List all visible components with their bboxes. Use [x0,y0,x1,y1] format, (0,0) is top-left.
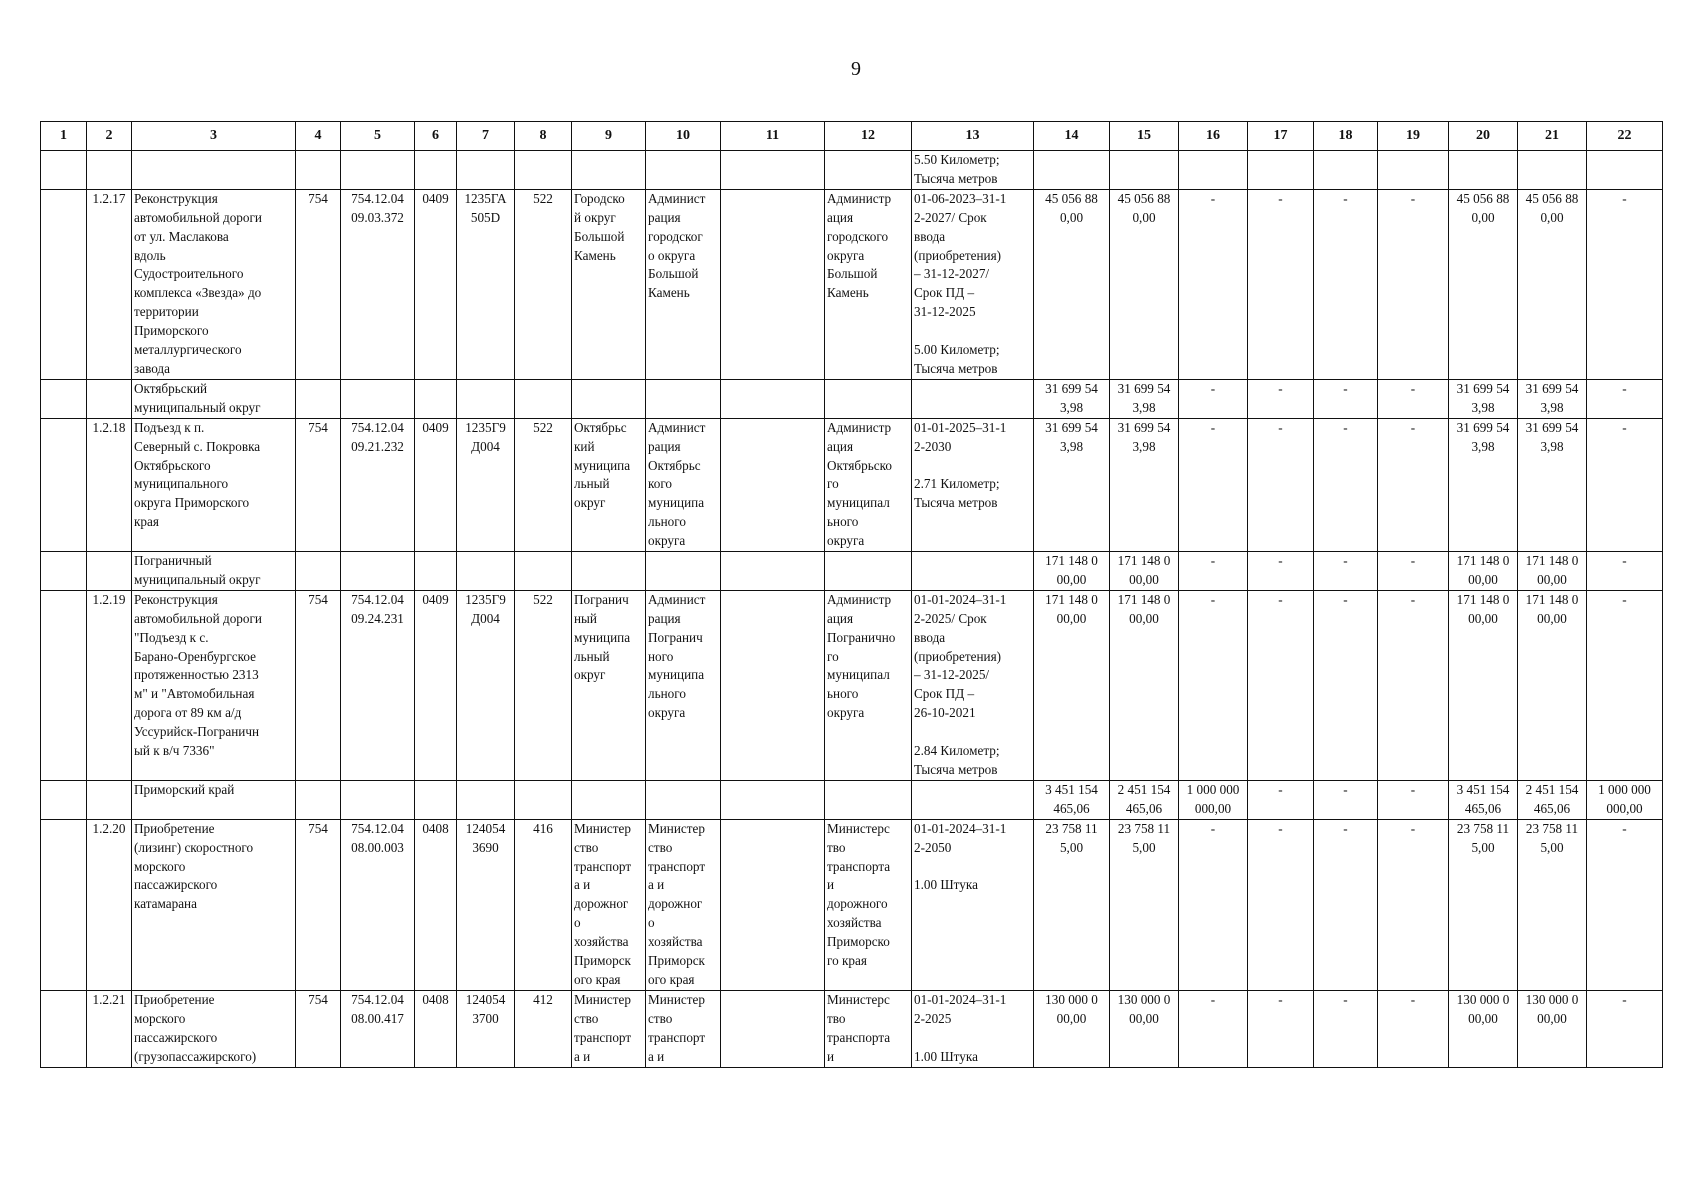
table-cell: - [1378,189,1449,379]
table-cell: Министер ство транспорт а и дорожног о хозяйства Приморск ого края [646,819,721,990]
table-cell: - [1587,990,1663,1067]
table-cell: - [1314,819,1378,990]
column-header: 2 [87,122,132,151]
table-cell: - [1378,780,1449,819]
table-cell: 31 699 54 3,98 [1449,418,1518,551]
table-cell [912,780,1034,819]
table-cell: 754 [296,418,341,551]
table-cell: 45 056 88 0,00 [1110,189,1179,379]
table-cell [1587,151,1663,190]
table-cell: - [1378,590,1449,780]
table-cell [87,780,132,819]
table-cell: 31 699 54 3,98 [1034,379,1110,418]
column-header: 11 [721,122,825,151]
table-cell: 1 000 000 000,00 [1587,780,1663,819]
table-cell [1179,151,1248,190]
table-cell [721,590,825,780]
table-cell [515,379,572,418]
table-cell [721,189,825,379]
table-cell: 754.12.04 09.03.372 [341,189,415,379]
table-cell: Министерс тво транспорта и [825,990,912,1067]
table-cell [515,151,572,190]
table-cell [646,552,721,591]
table-cell [825,780,912,819]
table-cell: Админист рация городског о округа Большой Камень [646,189,721,379]
table-cell: - [1587,418,1663,551]
table-cell [457,151,515,190]
table-cell: Министер ство транспорт а и [572,990,646,1067]
table-cell: 1.2.19 [87,590,132,780]
column-header: 5 [341,122,415,151]
table-cell: 754.12.04 09.24.231 [341,590,415,780]
table-cell: 0409 [415,590,457,780]
table-cell [132,151,296,190]
table-cell [646,379,721,418]
table-cell: 23 758 11 5,00 [1034,819,1110,990]
column-header: 13 [912,122,1034,151]
table-row [41,189,1663,379]
table-cell: Октябрьский муниципальный округ [132,379,296,418]
table-cell [825,379,912,418]
table-cell: 171 148 0 00,00 [1110,552,1179,591]
table-cell: 171 148 0 00,00 [1034,590,1110,780]
column-header: 15 [1110,122,1179,151]
table-cell [1110,151,1179,190]
table-cell [41,990,87,1067]
column-header: 22 [1587,122,1663,151]
table-cell: - [1314,990,1378,1067]
table-cell: 130 000 0 00,00 [1034,990,1110,1067]
table-cell: 522 [515,189,572,379]
table-cell: 412 [515,990,572,1067]
table-cell: Министер ство транспорт а и дорожног о хозяйства Приморск ого края [572,819,646,990]
table-cell: - [1587,590,1663,780]
header-row [41,122,1663,151]
table-cell [41,189,87,379]
table-cell: 754 [296,590,341,780]
table-cell [415,552,457,591]
table-cell: - [1248,590,1314,780]
table-cell: 130 000 0 00,00 [1449,990,1518,1067]
table-cell: 0408 [415,990,457,1067]
table-cell: 754 [296,189,341,379]
column-header: 12 [825,122,912,151]
table-cell: 754 [296,990,341,1067]
table-cell: 2 451 154 465,06 [1110,780,1179,819]
table-cell: 3 451 154 465,06 [1034,780,1110,819]
table-cell: 171 148 0 00,00 [1110,590,1179,780]
table-cell: 01-01-2025–31-1 2-2030 2.71 Километр; Тысяча метров [912,418,1034,551]
table-cell: 1 000 000 000,00 [1179,780,1248,819]
table-cell [572,552,646,591]
table-cell: - [1248,189,1314,379]
table-cell [341,780,415,819]
table-cell: - [1248,780,1314,819]
table-cell: Министер ство транспорт а и [646,990,721,1067]
table-cell [341,379,415,418]
table-cell [1034,151,1110,190]
table-cell: 754 [296,819,341,990]
table-cell [296,151,341,190]
table-cell: 416 [515,819,572,990]
table-cell: 1235ГА 505D [457,189,515,379]
table-row [41,990,1663,1067]
column-header: 8 [515,122,572,151]
table-cell [1518,151,1587,190]
table-cell: - [1378,418,1449,551]
table-cell [41,151,87,190]
table-cell [415,379,457,418]
table-cell: - [1179,418,1248,551]
table-row [41,590,1663,780]
column-header: 14 [1034,122,1110,151]
table-cell [41,552,87,591]
table-cell: 130 000 0 00,00 [1110,990,1179,1067]
table-cell: - [1179,189,1248,379]
table-cell: Приобретение (лизинг) скоростного морского пассажирского катамарана [132,819,296,990]
table-cell [721,552,825,591]
table-cell [1248,151,1314,190]
table-cell: - [1378,379,1449,418]
data-table [40,121,1663,1068]
table-row [41,552,1663,591]
table-cell: - [1378,552,1449,591]
table-cell: 3 451 154 465,06 [1449,780,1518,819]
table-cell: 1.2.17 [87,189,132,379]
column-header: 1 [41,122,87,151]
table-cell: 754.12.04 09.21.232 [341,418,415,551]
table-cell: - [1587,379,1663,418]
column-header: 16 [1179,122,1248,151]
table-cell: Реконструкция автомобильной дороги "Подъезд к с. Барано-Оренбургское протяженностью 2313 м" и "Автомобильная дорога от 89 км а/д Уссурийск-Пограничн ый к в/ч 7336" [132,590,296,780]
table-cell [415,151,457,190]
table-cell [515,780,572,819]
table-cell [87,379,132,418]
column-header: 18 [1314,122,1378,151]
table-cell: Погранич ный муниципа льный округ [572,590,646,780]
column-header: 20 [1449,122,1518,151]
column-header: 21 [1518,122,1587,151]
table-cell: Пограничный муниципальный округ [132,552,296,591]
table-cell [721,819,825,990]
table-cell: 1235Г9 Д004 [457,418,515,551]
table-row [41,819,1663,990]
table-cell [515,552,572,591]
table-cell: - [1587,819,1663,990]
table-cell: 23 758 11 5,00 [1449,819,1518,990]
table-cell: 5.50 Километр; Тысяча метров [912,151,1034,190]
column-header: 7 [457,122,515,151]
table-cell [572,379,646,418]
table-cell: - [1248,418,1314,551]
page-number: 9 [851,58,861,80]
table-cell [721,418,825,551]
table-cell: 45 056 88 0,00 [1449,189,1518,379]
table-cell: 0409 [415,418,457,551]
table-cell [912,379,1034,418]
table-cell: 1235Г9 Д004 [457,590,515,780]
table-cell: 01-01-2024–31-1 2-2050 1.00 Штука [912,819,1034,990]
table-cell [415,780,457,819]
table-cell: 124054 3700 [457,990,515,1067]
table-cell: 01-01-2024–31-1 2-2025 1.00 Штука [912,990,1034,1067]
column-header: 4 [296,122,341,151]
table-cell: Городско й округ Большой Камень [572,189,646,379]
table-cell: 01-01-2024–31-1 2-2025/ Срок ввода (приобретения) – 31-12-2025/ Срок ПД – 26-10-2021 2.84 Километр; Тысяча метров [912,590,1034,780]
table-cell [341,552,415,591]
table-cell: 45 056 88 0,00 [1518,189,1587,379]
table-cell: Админист рация Октябрьс кого муниципа льного округа [646,418,721,551]
table-cell: - [1314,189,1378,379]
table-cell: 31 699 54 3,98 [1518,379,1587,418]
table-cell: - [1179,990,1248,1067]
table-cell: - [1179,552,1248,591]
table-cell: 124054 3690 [457,819,515,990]
table-cell: - [1314,590,1378,780]
table-cell: - [1314,780,1378,819]
table-cell [1314,151,1378,190]
table-cell [572,780,646,819]
table-cell: 171 148 0 00,00 [1034,552,1110,591]
table-cell: 0409 [415,189,457,379]
table-cell: 31 699 54 3,98 [1110,418,1179,551]
table-cell: Подъезд к п. Северный с. Покровка Октябрьского муниципального округа Приморского края [132,418,296,551]
table-cell [646,151,721,190]
table-cell: 31 699 54 3,98 [1518,418,1587,551]
column-header: 19 [1378,122,1449,151]
table-cell: Приморский край [132,780,296,819]
table-cell [41,590,87,780]
table-cell [912,552,1034,591]
table-row [41,418,1663,551]
table-cell [41,379,87,418]
table-cell [41,780,87,819]
table-cell [825,552,912,591]
table-cell: - [1314,418,1378,551]
table-cell: - [1248,379,1314,418]
table-cell: 2 451 154 465,06 [1518,780,1587,819]
table-cell: 1.2.18 [87,418,132,551]
table-cell: 23 758 11 5,00 [1110,819,1179,990]
table-cell: - [1179,379,1248,418]
table-cell [572,151,646,190]
table-cell: Администр ация Погранично го муниципал ьного округа [825,590,912,780]
table-cell: - [1248,552,1314,591]
table-cell [296,552,341,591]
table-cell: Министерс тво транспорта и дорожного хозяйства Приморско го края [825,819,912,990]
table-cell [457,379,515,418]
table-cell: - [1378,990,1449,1067]
table-cell: 754.12.04 08.00.003 [341,819,415,990]
table-cell: - [1248,990,1314,1067]
table-cell [87,552,132,591]
table-cell [1449,151,1518,190]
column-header: 10 [646,122,721,151]
table-cell: 23 758 11 5,00 [1518,819,1587,990]
table-cell: 171 148 0 00,00 [1518,552,1587,591]
table-cell [296,780,341,819]
table-cell [296,379,341,418]
table-row [41,379,1663,418]
table-cell [721,990,825,1067]
table-cell: - [1378,819,1449,990]
table-cell: 1.2.20 [87,819,132,990]
table-cell: Реконструкция автомобильной дороги от ул. Маслакова вдоль Судостроительного комплекса «Звезда» до территории Приморского металлургического завода [132,189,296,379]
table-cell: - [1314,379,1378,418]
table-cell [825,151,912,190]
table-cell [41,819,87,990]
column-header: 6 [415,122,457,151]
table-cell: - [1587,189,1663,379]
table-cell [41,418,87,551]
table-cell: Админист рация Погранич ного муниципа льного округа [646,590,721,780]
table-cell [721,379,825,418]
table-row [41,780,1663,819]
table-cell [341,151,415,190]
table-cell: 171 148 0 00,00 [1518,590,1587,780]
table-cell [457,552,515,591]
table-cell [646,780,721,819]
table-cell: 130 000 0 00,00 [1518,990,1587,1067]
table-cell: 754.12.04 08.00.417 [341,990,415,1067]
table-cell: 522 [515,418,572,551]
table-cell: - [1179,590,1248,780]
column-header: 17 [1248,122,1314,151]
table-cell: 1.2.21 [87,990,132,1067]
table-cell: 171 148 0 00,00 [1449,590,1518,780]
table-cell: 171 148 0 00,00 [1449,552,1518,591]
column-header: 9 [572,122,646,151]
table-cell: Приобретение морского пассажирского (грузопассажирского) [132,990,296,1067]
table-cell [1378,151,1449,190]
table-cell: - [1179,819,1248,990]
table-cell: 01-06-2023–31-1 2-2027/ Срок ввода (приобретения) – 31-12-2027/ Срок ПД – 31-12-2025 5.00 Километр; Тысяча метров [912,189,1034,379]
table-cell: - [1587,552,1663,591]
table-cell: - [1248,819,1314,990]
table-cell [457,780,515,819]
table-cell: 522 [515,590,572,780]
table-cell: 31 699 54 3,98 [1110,379,1179,418]
table-cell [721,151,825,190]
table-cell: 31 699 54 3,98 [1449,379,1518,418]
table-cell: Администр ация Октябрьско го муниципал ьного округа [825,418,912,551]
column-header: 3 [132,122,296,151]
table-cell: - [1314,552,1378,591]
table-cell: 0408 [415,819,457,990]
table-row [41,151,1663,190]
table-cell: 45 056 88 0,00 [1034,189,1110,379]
table-cell [87,151,132,190]
table-cell: Октябрьс кий муниципа льный округ [572,418,646,551]
table-cell: 31 699 54 3,98 [1034,418,1110,551]
table-cell: Администр ация городского округа Большой Камень [825,189,912,379]
table-cell [721,780,825,819]
